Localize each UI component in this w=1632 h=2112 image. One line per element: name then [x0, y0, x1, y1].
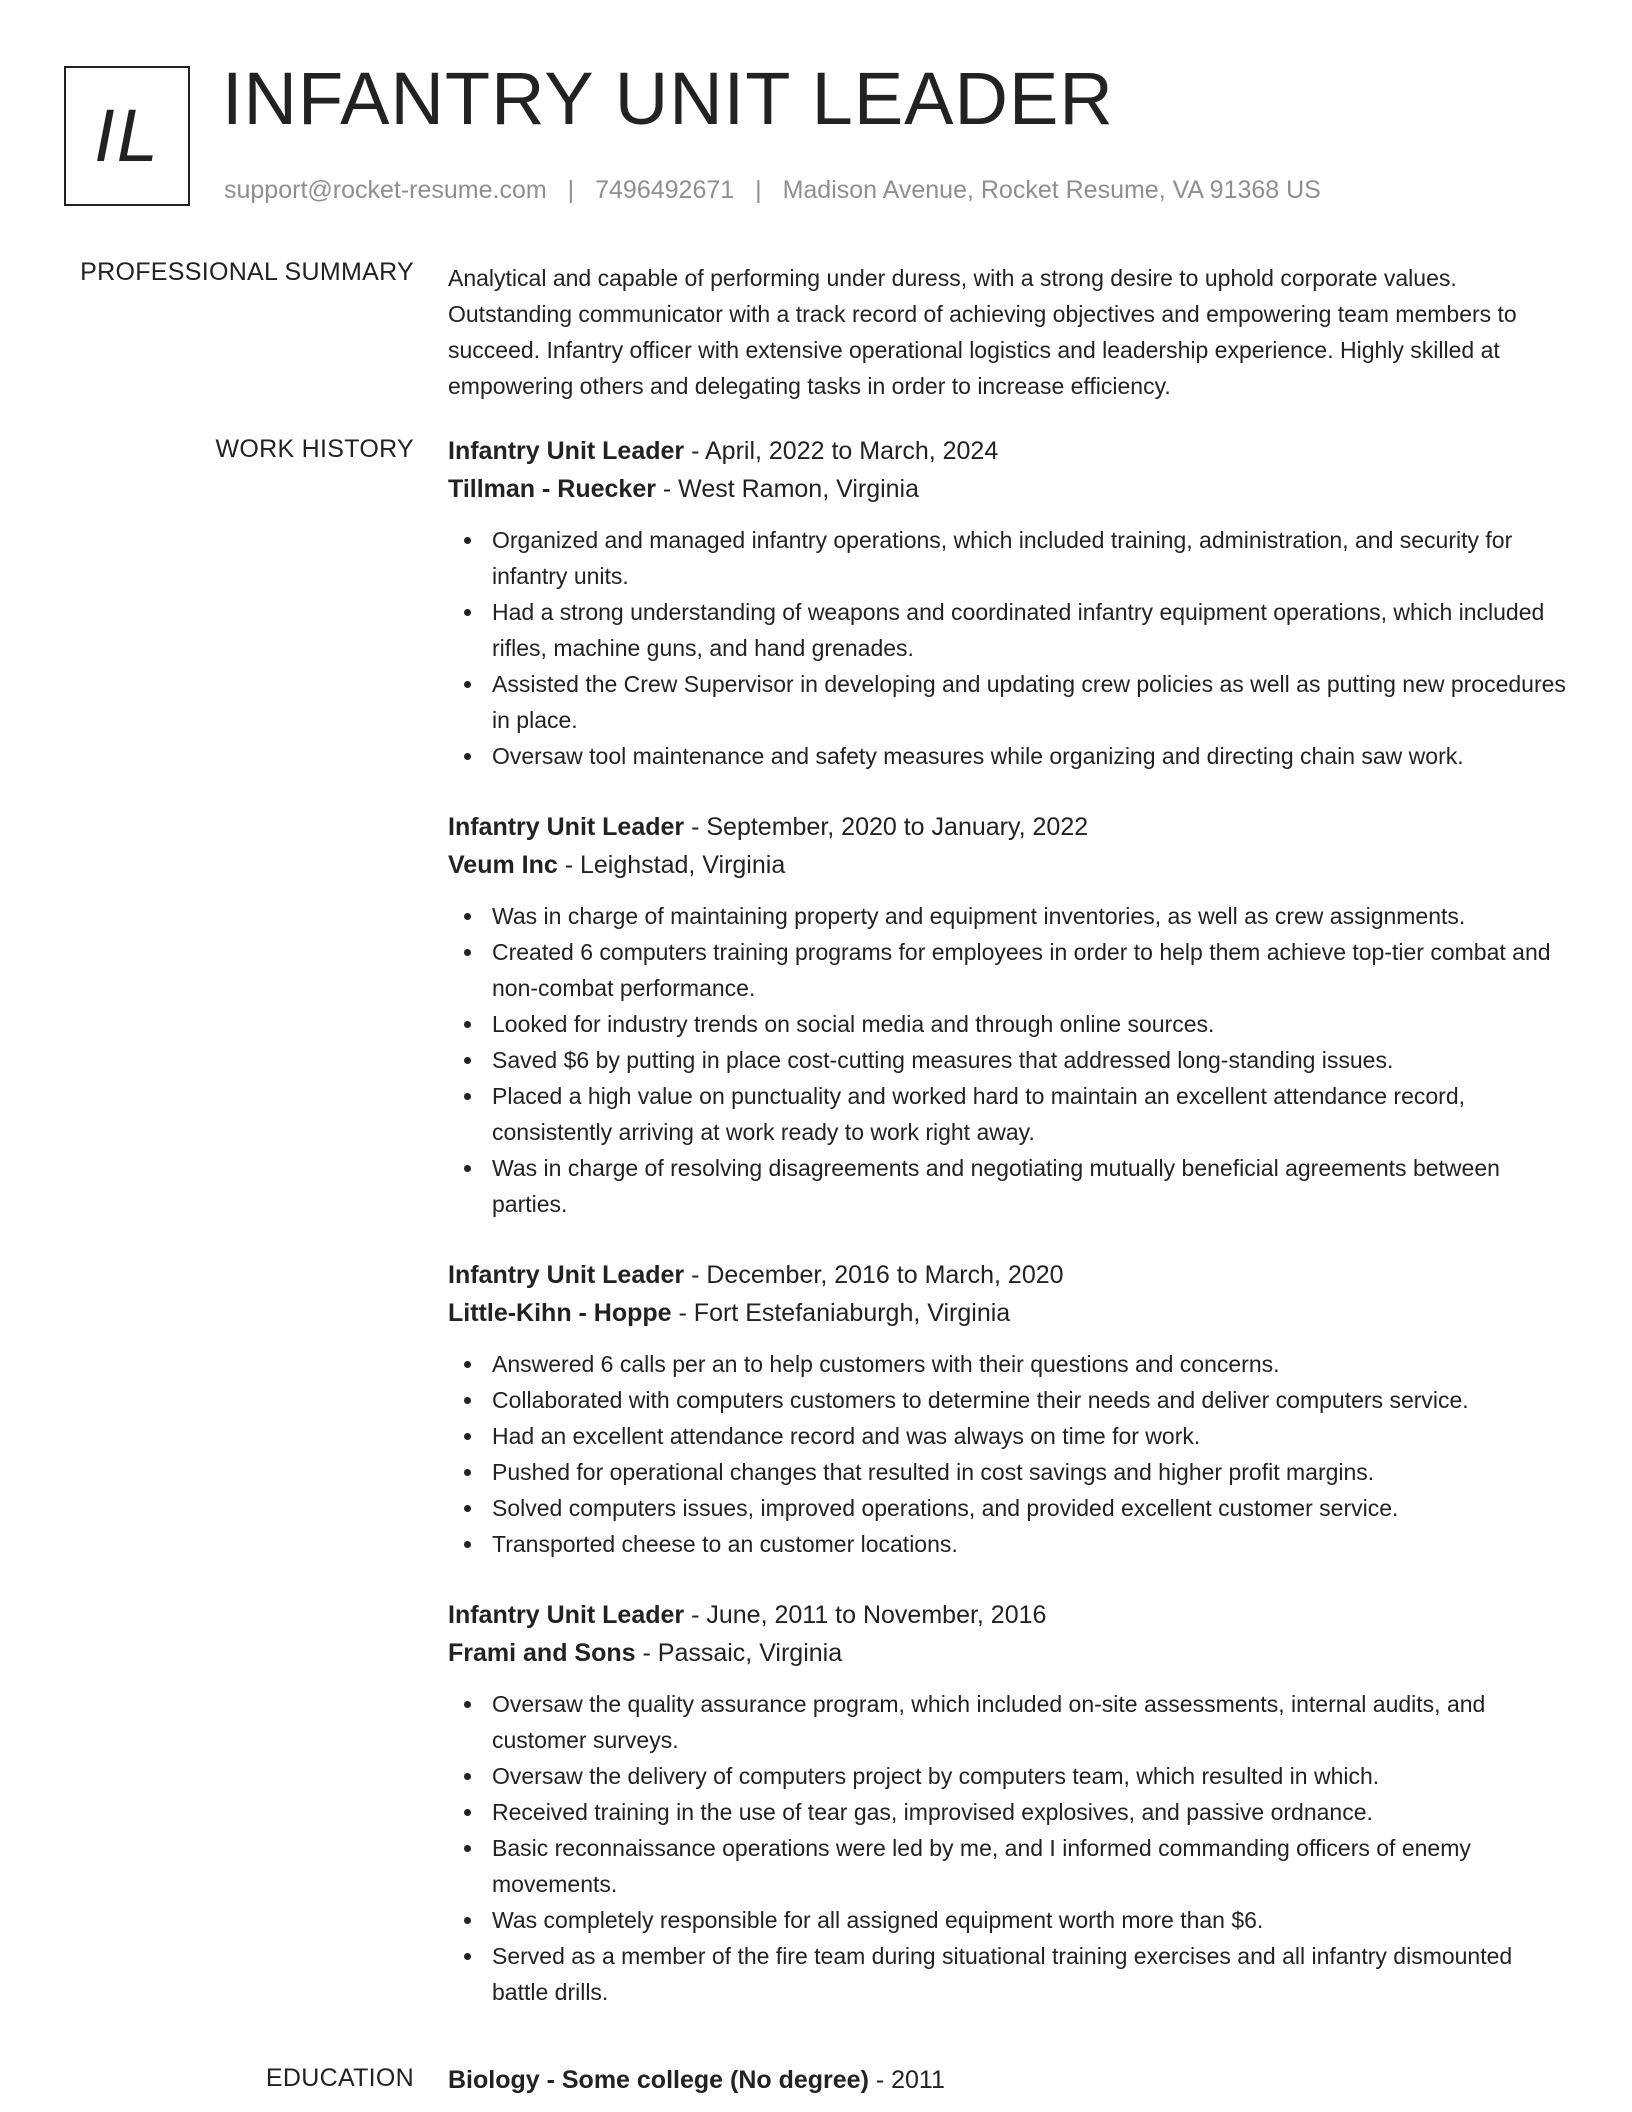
- list-item: [492, 1382, 1566, 1418]
- job-company: Veum Inc: [448, 851, 558, 879]
- bullet-text: Collaborated with computers customers to determine their needs and deliver computers service.: [492, 1387, 1469, 1413]
- bullet-text: Served as a member of the fire team during situational training exercises and all infantry dismounted battle drills.: [492, 1943, 1513, 2005]
- contact-line: [224, 176, 1321, 205]
- bullet-text: Received training in the use of tear gas, improvised explosives, and passive ordnance.: [492, 1799, 1373, 1825]
- bullet-text: Placed a high value on punctuality and worked hard to maintain an excellent attendance record, consistently arriving at work ready to work right away.: [492, 1083, 1466, 1145]
- dash: -: [655, 475, 679, 503]
- list-item: [492, 666, 1566, 738]
- job-entry: [448, 808, 1566, 1222]
- list-item: [492, 1006, 1566, 1042]
- bullet-dot: [464, 1057, 471, 1064]
- bullet-dot: [464, 1361, 471, 1368]
- bullet-text: Organized and managed infantry operations, which included training, administration, and security for infantry units.: [492, 527, 1513, 589]
- dash: -: [671, 1299, 694, 1327]
- list-item: [492, 1454, 1566, 1490]
- bullet-text: Was completely responsible for all assigned equipment worth more than $6.: [492, 1907, 1264, 1933]
- education-year: 2011: [891, 2066, 945, 2094]
- bullet-dot: [464, 1469, 471, 1476]
- summary-text: Analytical and capable of performing under duress, with a strong desire to uphold corporate values. Outstanding communicator with a track record of achieving objectives and empowering team members to succeed. Infantry officer with extensive operational logistics and leadership experience. Highly skilled at empowering others and delegating tasks in order to increase efficiency.: [448, 265, 1517, 399]
- bullet-text: Basic reconnaissance operations were led by me, and I informed commanding officers of enemy movements.: [492, 1835, 1471, 1897]
- list-item: [492, 1938, 1566, 2010]
- list-item: [492, 1346, 1566, 1382]
- job-dates: December, 2016 to March, 2020: [706, 1261, 1064, 1289]
- list-item: [492, 934, 1566, 1006]
- job-title-line: [448, 1256, 1566, 1294]
- bullet-dot: [464, 1093, 471, 1100]
- job-entry: [448, 1256, 1566, 1562]
- bullet-text: Was in charge of resolving disagreements and negotiating mutually beneficial agreements between parties.: [492, 1155, 1500, 1217]
- job-dates: September, 2020 to January, 2022: [706, 813, 1089, 841]
- job-title: Infantry Unit Leader: [448, 813, 685, 841]
- job-company: Tillman - Ruecker: [448, 475, 656, 503]
- bullet-text: Solved computers issues, improved operations, and provided excellent customer service.: [492, 1495, 1399, 1521]
- job-company-line: [448, 846, 1566, 884]
- dash: -: [684, 437, 705, 465]
- job-bullets: [448, 898, 1566, 1222]
- bullet-text: Pushed for operational changes that resulted in cost savings and higher profit margins.: [492, 1459, 1375, 1485]
- contact-email: support@rocket-resume.com: [224, 176, 547, 204]
- bullet-text: Oversaw the quality assurance program, which included on-site assessments, internal audits, and customer surveys.: [492, 1691, 1486, 1753]
- bullet-dot: [464, 753, 471, 760]
- job-company-line: [448, 1294, 1566, 1332]
- job-location: Leighstad, Virginia: [579, 851, 786, 879]
- list-item: [492, 1902, 1566, 1938]
- contact-separator: |: [755, 176, 762, 204]
- bullet-text: Assisted the Crew Supervisor in developing and updating crew policies as well as putting new procedures in place.: [492, 671, 1566, 733]
- dash: -: [684, 1261, 707, 1289]
- bullet-text: Created 6 computers training programs for employees in order to help them achieve top-tier combat and non-combat performance.: [492, 939, 1551, 1001]
- list-item: [492, 738, 1566, 774]
- education-body: [448, 2061, 1566, 2099]
- list-item: [492, 1758, 1566, 1794]
- dash: -: [684, 1601, 707, 1629]
- bullet-dot: [464, 681, 471, 688]
- bullet-dot: [464, 913, 471, 920]
- bullet-text: Had an excellent attendance record and was always on time for work.: [492, 1423, 1201, 1449]
- bullet-text: Had a strong understanding of weapons and coordinated infantry equipment operations, which included rifles, machine guns, and hand grenades.: [492, 599, 1545, 661]
- job-entry: [448, 1596, 1566, 2010]
- bullet-text: Answered 6 calls per an to help customers with their questions and concerns.: [492, 1351, 1280, 1377]
- job-bullets: [448, 1346, 1566, 1562]
- bullet-dot: [464, 1953, 471, 1960]
- list-item: [492, 1526, 1566, 1562]
- monogram-box: [64, 66, 190, 206]
- bullet-text: Oversaw tool maintenance and safety measures while organizing and directing chain saw work.: [492, 743, 1464, 769]
- education-label: EDUCATION: [265, 2064, 414, 2092]
- job-entry: [448, 432, 1566, 774]
- job-dates: April, 2022 to March, 2024: [705, 437, 999, 465]
- bullet-dot: [464, 1773, 471, 1780]
- dash: -: [868, 2066, 892, 2094]
- list-item: [492, 1794, 1566, 1830]
- education-line: [448, 2061, 1566, 2099]
- bullet-dot: [464, 1917, 471, 1924]
- list-item: [492, 522, 1566, 594]
- list-item: [492, 1078, 1566, 1150]
- dash: -: [635, 1639, 658, 1667]
- bullet-dot: [464, 1021, 471, 1028]
- job-title: Infantry Unit Leader: [448, 437, 685, 465]
- bullet-dot: [464, 1701, 471, 1708]
- bullet-dot: [464, 1397, 471, 1404]
- bullet-dot: [464, 1165, 471, 1172]
- list-item: [492, 1686, 1566, 1758]
- job-bullets: [448, 522, 1566, 774]
- job-title-line: [448, 808, 1566, 846]
- dash: -: [557, 851, 580, 879]
- summary-label: PROFESSIONAL SUMMARY: [80, 258, 414, 286]
- bullet-text: Looked for industry trends on social media and through online sources.: [492, 1011, 1215, 1037]
- contact-address: Madison Avenue, Rocket Resume, VA 91368 US: [782, 176, 1321, 204]
- bullet-dot: [464, 1541, 471, 1548]
- list-item: [492, 1150, 1566, 1222]
- bullet-dot: [464, 1505, 471, 1512]
- job-location: West Ramon, Virginia: [678, 475, 920, 503]
- bullet-text: Oversaw the delivery of computers project by computers team, which resulted in which.: [492, 1763, 1380, 1789]
- job-company-line: [448, 1634, 1566, 1672]
- bullet-text: Was in charge of maintaining property and equipment inventories, as well as crew assignments.: [492, 903, 1466, 929]
- job-bullets: [448, 1686, 1566, 2010]
- list-item: [492, 898, 1566, 934]
- education-degree: Biology - Some college (No degree): [448, 2066, 869, 2094]
- monogram-initials: IL: [94, 94, 160, 177]
- contact-separator: |: [567, 176, 575, 204]
- bullet-text: Saved $6 by putting in place cost-cutting measures that addressed long-standing issues.: [492, 1047, 1394, 1073]
- job-title: Infantry Unit Leader: [448, 1261, 685, 1289]
- list-item: [492, 1418, 1566, 1454]
- bullet-dot: [464, 1809, 471, 1816]
- job-title-line: [448, 432, 1566, 470]
- job-company-line: [448, 470, 1566, 508]
- bullet-dot: [464, 1845, 471, 1852]
- bullet-text: Transported cheese to an customer locations.: [492, 1531, 958, 1557]
- candidate-name: INFANTRY UNIT LEADER: [222, 57, 1114, 140]
- bullet-dot: [464, 609, 471, 616]
- job-location: Fort Estefaniaburgh, Virginia: [693, 1299, 1011, 1327]
- list-item: [492, 1490, 1566, 1526]
- job-dates: June, 2011 to November, 2016: [706, 1601, 1047, 1629]
- job-title: Infantry Unit Leader: [448, 1601, 685, 1629]
- work-history-body: [448, 432, 1566, 2044]
- job-location: Passaic, Virginia: [657, 1639, 843, 1667]
- job-company: Little-Kihn - Hoppe: [448, 1299, 672, 1327]
- bullet-dot: [464, 537, 471, 544]
- dash: -: [684, 813, 707, 841]
- list-item: [492, 1830, 1566, 1902]
- list-item: [492, 1042, 1566, 1078]
- bullet-dot: [464, 949, 471, 956]
- job-company: Frami and Sons: [448, 1639, 636, 1667]
- list-item: [492, 594, 1566, 666]
- summary-body: [448, 260, 1566, 404]
- contact-phone: 7496492671: [595, 176, 735, 204]
- job-title-line: [448, 1596, 1566, 1634]
- bullet-dot: [464, 1433, 471, 1440]
- work-history-label: WORK HISTORY: [215, 435, 414, 463]
